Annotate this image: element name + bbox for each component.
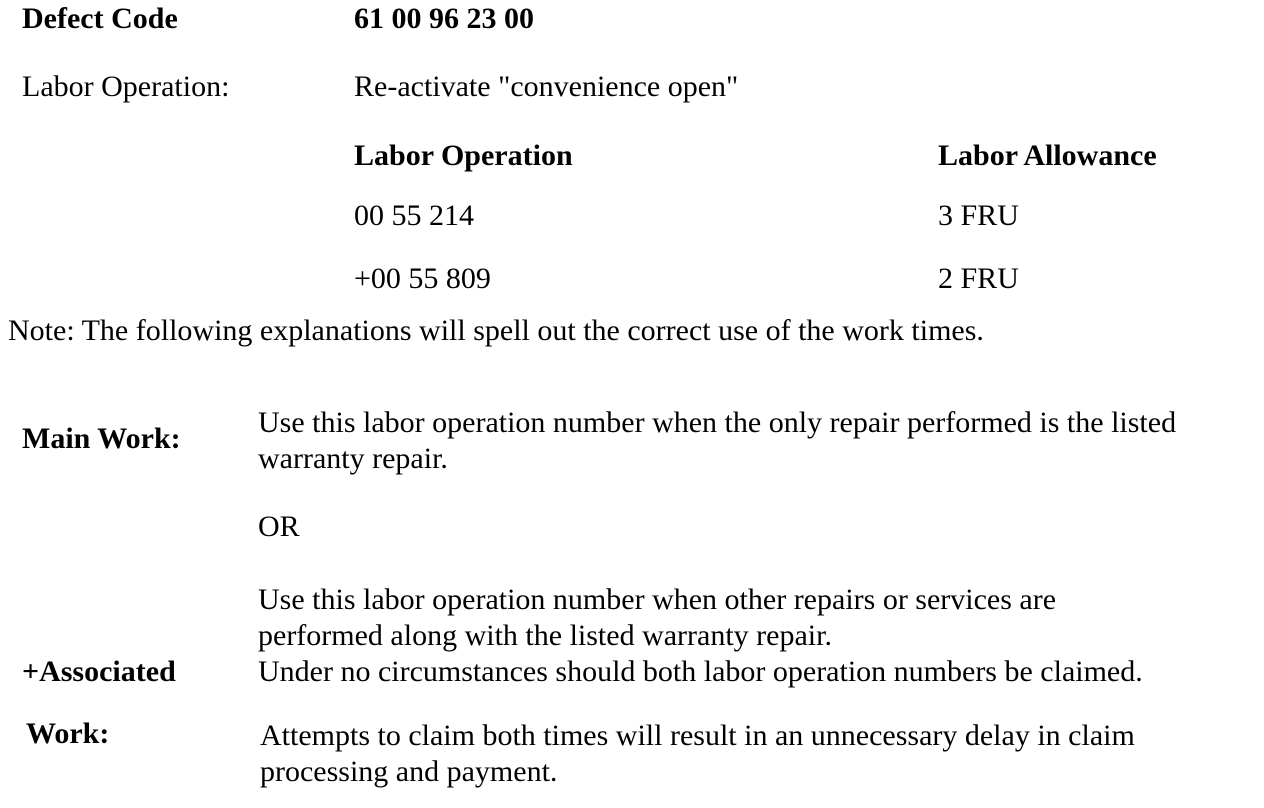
main-work-text-2: Use this labor operation number when other repairs or services are performed along with the listed warranty repair.: [258, 583, 1057, 652]
note-text: Note: The following explanations will spell out the correct use of the work times.: [8, 314, 984, 347]
table-cell-allowance: 3 FRU: [938, 199, 1019, 232]
table-cell-allowance: 2 FRU: [938, 262, 1019, 295]
labor-operation-label: Labor Operation:: [22, 70, 230, 103]
defect-code-label: Defect Code: [22, 2, 178, 35]
associated-work-label-line2: Work:: [26, 717, 110, 750]
table-header-labor-operation: Labor Operation: [354, 139, 573, 172]
defect-code-value: 61 00 96 23 00: [354, 2, 534, 35]
table-header-labor-allowance: Labor Allowance: [938, 139, 1157, 172]
associated-work-text-1: Under no circumstances should both labor operation numbers be claimed.: [258, 655, 1143, 688]
associated-work-label-line1: +Associated: [22, 655, 176, 688]
main-work-or: OR: [258, 510, 300, 543]
main-work-label: Main Work:: [22, 422, 181, 455]
labor-operation-value: Re-activate "convenience open": [354, 70, 739, 103]
table-cell-operation: +00 55 809: [354, 262, 491, 295]
associated-work-text-2: Attempts to claim both times will result in an unnecessary delay in claim processing and payment.: [260, 719, 1135, 788]
main-work-text-1: Use this labor operation number when the only repair performed is the listed warranty repair.: [258, 406, 1177, 475]
table-cell-operation: 00 55 214: [354, 199, 474, 232]
